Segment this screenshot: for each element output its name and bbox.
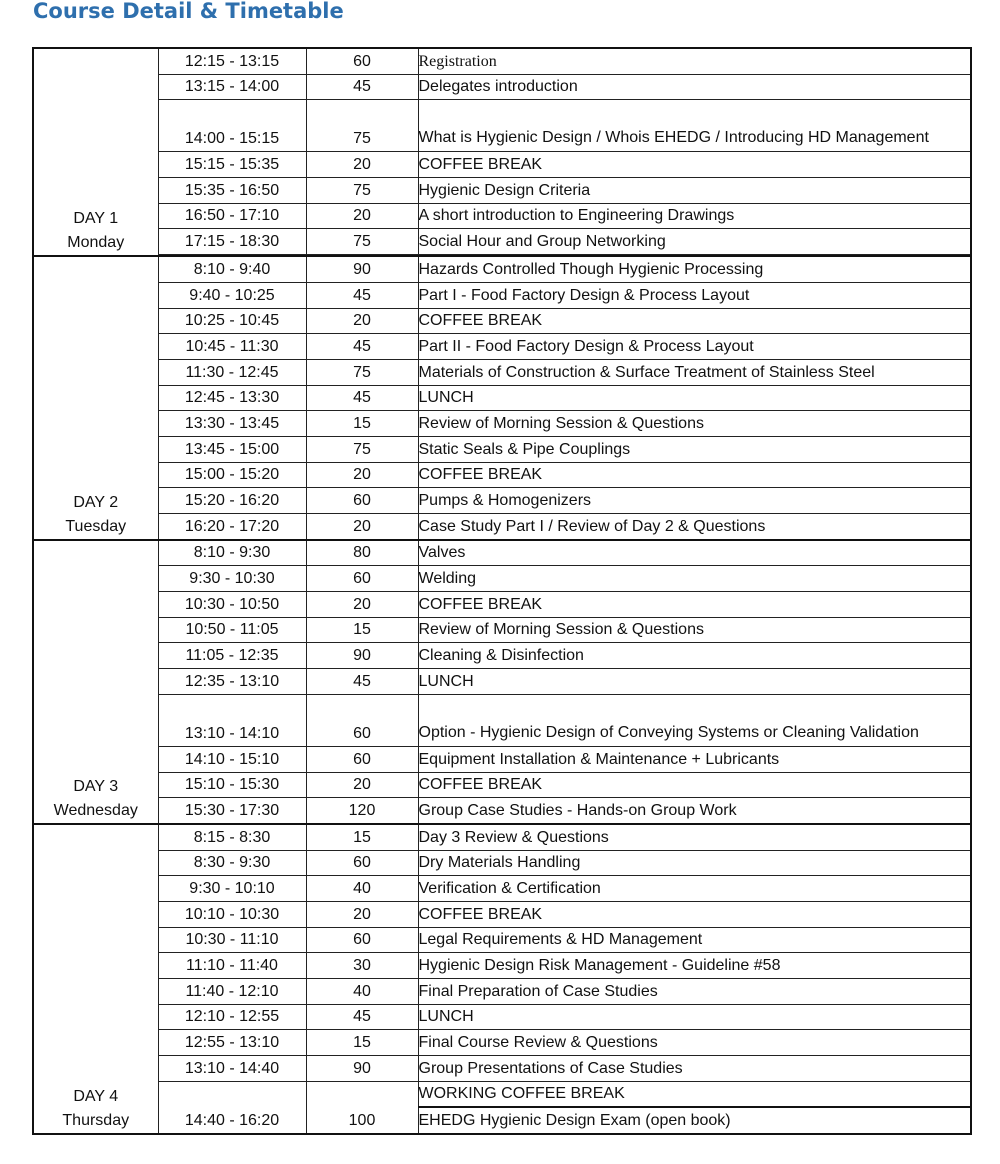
time-cell: 9:30 - 10:10	[158, 876, 306, 902]
description-cell: Hygienic Design Risk Management - Guideline #58	[418, 953, 971, 979]
description-cell: COFFEE BREAK	[418, 308, 971, 334]
time-cell: 13:30 - 13:45	[158, 411, 306, 437]
time-cell: 12:45 - 13:30	[158, 385, 306, 411]
table-row	[33, 308, 971, 334]
duration-cell: 15	[306, 411, 418, 437]
time-cell: 10:45 - 11:30	[158, 334, 306, 360]
time-cell: 16:20 - 17:20	[158, 514, 306, 540]
table-row	[33, 229, 971, 255]
day-cell	[33, 48, 158, 256]
duration-cell: 60	[306, 694, 418, 746]
time-cell: 11:10 - 11:40	[158, 953, 306, 979]
description-cell: Valves	[418, 540, 971, 566]
time-cell: 15:35 - 16:50	[158, 178, 306, 204]
duration-cell: 15	[306, 617, 418, 643]
description-cell: Legal Requirements & HD Management	[418, 927, 971, 953]
time-cell: 13:15 - 14:00	[158, 74, 306, 100]
day-weekday: Wednesday	[53, 801, 138, 819]
description-cell: COFFEE BREAK	[418, 462, 971, 488]
description-cell: Cleaning & Disinfection	[418, 643, 971, 669]
duration-cell: 90	[306, 256, 418, 282]
description-cell: Group Presentations of Case Studies	[418, 1056, 971, 1082]
time-cell: 11:30 - 12:45	[158, 359, 306, 385]
description-cell: Final Course Review & Questions	[418, 1030, 971, 1056]
time-cell: 12:55 - 13:10	[158, 1030, 306, 1056]
table-row	[33, 48, 971, 74]
duration-cell: 20	[306, 462, 418, 488]
time-cell: 17:15 - 18:30	[158, 229, 306, 255]
table-row	[33, 694, 971, 746]
description-cell: Static Seals & Pipe Couplings	[418, 436, 971, 462]
table-row	[33, 359, 971, 385]
timetable	[32, 47, 972, 1135]
duration-cell: 15	[306, 824, 418, 850]
duration-cell: 120	[306, 798, 418, 824]
table-row	[33, 1056, 971, 1082]
table-row	[33, 282, 971, 308]
day-label: DAY 4	[73, 1088, 119, 1106]
time-cell: 10:10 - 10:30	[158, 901, 306, 927]
table-row	[33, 901, 971, 927]
time-cell: 8:10 - 9:40	[158, 256, 306, 282]
description-cell: Hygienic Design Criteria	[418, 178, 971, 204]
description-cell: Part I - Food Factory Design & Process Layout	[418, 282, 971, 308]
duration-cell: 45	[306, 385, 418, 411]
day-cell	[33, 256, 158, 540]
time-cell: 8:30 - 9:30	[158, 850, 306, 876]
table-row	[33, 411, 971, 437]
time-cell: 12:10 - 12:55	[158, 1004, 306, 1030]
duration-cell: 90	[306, 643, 418, 669]
time-cell: 9:40 - 10:25	[158, 282, 306, 308]
duration-cell: 60	[306, 746, 418, 772]
duration-cell: 20	[306, 203, 418, 229]
table-row	[33, 385, 971, 411]
table-row	[33, 566, 971, 592]
time-cell: 15:20 - 16:20	[158, 488, 306, 514]
duration-cell: 45	[306, 334, 418, 360]
duration-cell: 15	[306, 1030, 418, 1056]
description-cell: LUNCH	[418, 669, 971, 695]
description-cell: LUNCH	[418, 1004, 971, 1030]
duration-cell: 60	[306, 927, 418, 953]
duration-cell: 20	[306, 514, 418, 540]
table-row	[33, 1030, 971, 1056]
time-cell: 10:50 - 11:05	[158, 617, 306, 643]
time-cell: 10:30 - 10:50	[158, 592, 306, 618]
table-row	[33, 746, 971, 772]
time-cell: 15:00 - 15:20	[158, 462, 306, 488]
duration-cell: 20	[306, 772, 418, 798]
description-cell: LUNCH	[418, 385, 971, 411]
description-cell: Verification & Certification	[418, 876, 971, 902]
table-row	[33, 953, 971, 979]
description-cell: Part II - Food Factory Design & Process Layout	[418, 334, 971, 360]
table-row	[33, 798, 971, 824]
description-cell: Case Study Part I / Review of Day 2 & Questions	[418, 514, 971, 540]
day-weekday: Monday	[67, 234, 125, 252]
table-row	[33, 100, 971, 152]
duration-cell: 60	[306, 48, 418, 74]
time-cell: 11:05 - 12:35	[158, 643, 306, 669]
description-cell: Dry Materials Handling	[418, 850, 971, 876]
description-cell: Day 3 Review & Questions	[418, 824, 971, 850]
time-cell: 15:15 - 15:35	[158, 152, 306, 178]
table-row	[33, 540, 971, 566]
description-cell: Hazards Controlled Though Hygienic Processing	[418, 256, 971, 282]
description-cell: Pumps & Homogenizers	[418, 488, 971, 514]
day-label: DAY 1	[73, 210, 119, 228]
page-title: Course Detail & Timetable	[33, 0, 344, 23]
duration-cell: 60	[306, 566, 418, 592]
time-cell: 8:10 - 9:30	[158, 540, 306, 566]
table-row	[33, 334, 971, 360]
description-cell: Review of Morning Session & Questions	[418, 411, 971, 437]
duration-cell: 60	[306, 850, 418, 876]
time-cell: 8:15 - 8:30	[158, 824, 306, 850]
time-cell: 15:10 - 15:30	[158, 772, 306, 798]
day-cell	[33, 824, 158, 1134]
table-row	[33, 824, 971, 850]
time-cell: 9:30 - 10:30	[158, 566, 306, 592]
description-cell: Equipment Installation & Maintenance + Lubricants	[418, 746, 971, 772]
duration-cell: 40	[306, 876, 418, 902]
time-cell: 14:40 - 16:20	[158, 1081, 306, 1134]
table-row	[33, 772, 971, 798]
time-cell: 12:35 - 13:10	[158, 669, 306, 695]
day-weekday: Thursday	[62, 1112, 130, 1130]
description-cell: WORKING COFFEE BREAK	[418, 1081, 971, 1107]
table-row	[33, 850, 971, 876]
day-weekday: Tuesday	[65, 517, 127, 535]
description-cell: COFFEE BREAK	[418, 772, 971, 798]
description-cell: EHEDG Hygienic Design Exam (open book)	[418, 1107, 971, 1134]
time-cell: 10:25 - 10:45	[158, 308, 306, 334]
description-cell: Delegates introduction	[418, 74, 971, 100]
description-cell: Option - Hygienic Design of Conveying Systems or Cleaning Validation	[418, 694, 971, 746]
table-row	[33, 462, 971, 488]
duration-cell: 45	[306, 74, 418, 100]
duration-cell: 20	[306, 592, 418, 618]
description-cell: COFFEE BREAK	[418, 901, 971, 927]
time-cell: 16:50 - 17:10	[158, 203, 306, 229]
duration-cell: 90	[306, 1056, 418, 1082]
time-cell: 12:15 - 13:15	[158, 48, 306, 74]
table-row	[33, 1081, 971, 1107]
description-cell: A short introduction to Engineering Drawings	[418, 203, 971, 229]
time-cell: 13:45 - 15:00	[158, 436, 306, 462]
table-row	[33, 927, 971, 953]
duration-cell: 75	[306, 100, 418, 152]
duration-cell: 20	[306, 152, 418, 178]
table-row	[33, 876, 971, 902]
table-row	[33, 669, 971, 695]
time-cell: 14:10 - 15:10	[158, 746, 306, 772]
table-row	[33, 488, 971, 514]
table-row	[33, 152, 971, 178]
description-cell: What is Hygienic Design / Whois EHEDG / Introducing HD Management	[418, 100, 971, 152]
duration-cell: 20	[306, 901, 418, 927]
description-cell: Group Case Studies - Hands-on Group Work	[418, 798, 971, 824]
duration-cell: 30	[306, 953, 418, 979]
table-row	[33, 617, 971, 643]
time-cell: 13:10 - 14:40	[158, 1056, 306, 1082]
time-cell: 13:10 - 14:10	[158, 694, 306, 746]
duration-cell: 40	[306, 979, 418, 1005]
time-cell: 15:30 - 17:30	[158, 798, 306, 824]
duration-cell: 45	[306, 282, 418, 308]
duration-cell: 75	[306, 436, 418, 462]
duration-cell: 75	[306, 359, 418, 385]
day-cell	[33, 540, 158, 824]
table-row	[33, 514, 971, 540]
day-label: DAY 3	[73, 777, 119, 795]
time-cell: 10:30 - 11:10	[158, 927, 306, 953]
duration-cell: 20	[306, 308, 418, 334]
duration-cell: 60	[306, 488, 418, 514]
description-cell: Social Hour and Group Networking	[418, 229, 971, 255]
description-cell: COFFEE BREAK	[418, 152, 971, 178]
duration-cell: 80	[306, 540, 418, 566]
time-cell: 14:00 - 15:15	[158, 100, 306, 152]
description-cell: COFFEE BREAK	[418, 592, 971, 618]
time-cell: 11:40 - 12:10	[158, 979, 306, 1005]
duration-cell: 45	[306, 1004, 418, 1030]
duration-cell: 75	[306, 178, 418, 204]
table-row	[33, 74, 971, 100]
table-row	[33, 643, 971, 669]
table-row	[33, 436, 971, 462]
table-row	[33, 979, 971, 1005]
description-cell: Registration	[418, 48, 971, 74]
description-cell: Final Preparation of Case Studies	[418, 979, 971, 1005]
table-row	[33, 178, 971, 204]
table-row	[33, 592, 971, 618]
day-label: DAY 2	[73, 493, 119, 511]
table-row	[33, 203, 971, 229]
description-cell: Materials of Construction & Surface Treatment of Stainless Steel	[418, 359, 971, 385]
duration-cell: 45	[306, 669, 418, 695]
table-row	[33, 1004, 971, 1030]
description-cell: Welding	[418, 566, 971, 592]
table-row	[33, 256, 971, 282]
duration-cell: 100	[306, 1081, 418, 1134]
description-cell: Review of Morning Session & Questions	[418, 617, 971, 643]
duration-cell: 75	[306, 229, 418, 255]
